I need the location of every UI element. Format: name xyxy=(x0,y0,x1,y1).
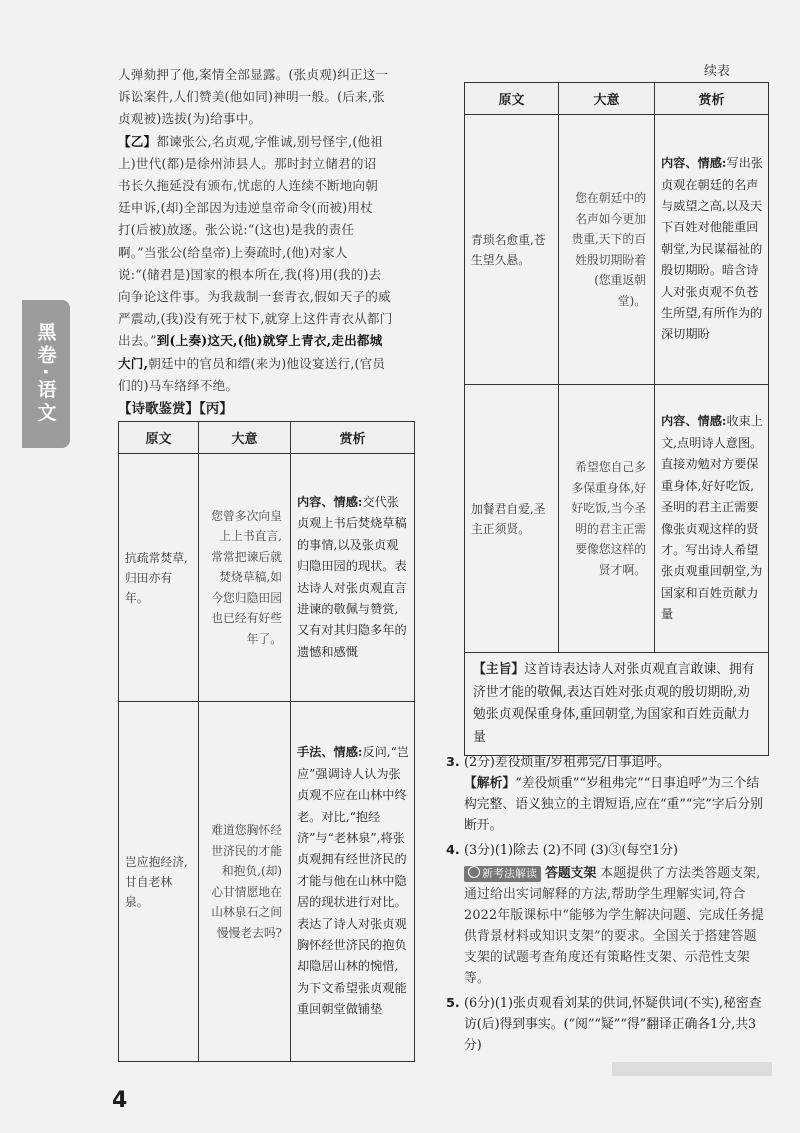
method-label: 答题支架 xyxy=(545,866,597,881)
answer-explanation xyxy=(464,863,768,989)
yi-bold-text: 到(上奏)这天,(他)就穿上青衣,走出都城 xyxy=(156,333,383,349)
header-meaning: 大意 xyxy=(559,83,655,115)
cell-analysis xyxy=(291,702,415,1062)
answer-text: (6分)(1)张贞观看刘某的供词,怀疑供词(不实),秘密查访(后)得到事实。(“阅”“疑”“得”翻译正确各1分,共3分) xyxy=(464,996,762,1053)
answer-text: (3分)(1)除去 (2)不同 (3)③(每空1分) xyxy=(464,843,678,858)
passage-line: 廷申诉,(却)全部因为违逆皇帝命令(而被)用杖 xyxy=(118,200,373,216)
cell-meaning: 您曾多次向皇上上书直言,常常把谏后就焚烧草稿,如今您归隐田园也已经有好些年了。 xyxy=(199,454,291,702)
analysis-text: 写出张贞观在朝廷的名声与威望之高,以及天下百姓对他能重回朝堂,为民谋福祉的殷切期盼。暗含诗人对张贞观不负苍生所望,有所作为的深切期盼 xyxy=(661,156,763,342)
header-original: 原文 xyxy=(465,83,559,115)
passage-line: 诉讼案件,人们赞美(他如同)神明一般。(后来,张 xyxy=(118,89,385,105)
badge-label: 新考法解读 xyxy=(482,867,537,880)
answer-text: (2分)差役烦重/岁租弗完/日事追呼。 xyxy=(464,755,670,770)
yi-label: 【乙】 xyxy=(118,133,157,149)
passage-line: 啊。”当张公(给皇帝)上奏疏时,(他)对家人 xyxy=(118,244,348,260)
passage-line xyxy=(118,330,418,352)
answer-item-3 xyxy=(446,752,768,836)
analysis-text: 交代张贞观上书后焚烧草稿的事情,以及张贞观归隐田园的现状。表达诗人对张贞观直言进谏的敬佩与赞赏,又有对其归隐多年的遗憾和感慨 xyxy=(297,494,407,659)
cell-analysis xyxy=(291,454,415,702)
analysis-text: 反问,“岂应”强调诗人认为张贞观不应在山林中终老。对比,“抱经济”与“老林泉”,将张贞观拥有经世济民的才能与他在山林中隐居的现状进行对比。表达了诗人对张贞观胸怀经世济民的抱负却隐居山林的惋惜,为下文希望张贞观能重回朝堂做铺垫 xyxy=(297,745,410,1017)
yi-line: 都谏张公,名贞观,字惟诚,别号怪宇,(他祖 xyxy=(156,133,384,149)
header-analysis: 赏析 xyxy=(655,83,769,115)
header-analysis: 赏析 xyxy=(291,422,415,454)
cell-original: 加餐君自爱,圣主正须贤。 xyxy=(465,385,559,653)
explanation-label: 【解析】 xyxy=(464,776,516,791)
cell-analysis xyxy=(655,115,769,385)
summary-cell xyxy=(465,653,769,756)
answer-explanation xyxy=(464,773,768,836)
left-column xyxy=(118,64,418,420)
table-row xyxy=(119,702,415,1062)
passage-line xyxy=(118,353,418,375)
table-summary-row xyxy=(465,653,769,756)
badge-icon xyxy=(468,866,480,878)
analysis-lead: 内容、情感: xyxy=(661,156,727,171)
passage-line xyxy=(118,131,418,153)
table-row xyxy=(465,115,769,385)
subject-side-tab: 黑卷·语文 xyxy=(22,300,70,448)
analysis-lead: 内容、情感: xyxy=(661,414,727,429)
explanation-text: “差役烦重”“岁租弗完”“日事追呼”为三个结构完整、语义独立的主谓短语,应在“重”“完”字后分别断开。 xyxy=(464,776,763,833)
yi-line: 出去。” xyxy=(118,333,157,349)
summary-text: 这首诗表达诗人对张贞观直言敢谏、拥有济世才能的敬佩,表达百姓对张贞观的殷切期盼,劝勉张贞观保重身体,重回朝堂,为国家和百姓贡献力量 xyxy=(473,662,755,745)
translation-passage xyxy=(118,64,418,397)
new-method-badge xyxy=(464,866,541,882)
answer-section xyxy=(446,752,768,1056)
method-explanation: 本题提供了方法类答题支架,通过给出实词解释的方法,帮助学生理解实词,符合2022年版课标中“能够为学生解决问题、完成任务提供背景材料或知识支架”的要求。全国关于搭建答题支架的试题考查角度还有策略性支架、示范性支架等。 xyxy=(464,866,765,986)
analysis-lead: 内容、情感: xyxy=(297,494,363,509)
passage-line: 说:“(储君是)国家的根本所在,我(将)用(我的)去 xyxy=(118,266,382,282)
cell-original: 青琐名愈重,苍生望久悬。 xyxy=(465,115,559,385)
cell-meaning: 您在朝廷中的名声如今更加贵重,天下的百姓殷切期盼着(您重返朝堂)。 xyxy=(559,115,655,385)
cell-meaning: 难道您胸怀经世济民的才能和抱负,(却)心甘情愿地在山林泉石之间慢慢老去吗? xyxy=(199,702,291,1062)
answer-number: 3. xyxy=(446,755,460,770)
faded-scan-mark xyxy=(612,1062,772,1076)
continued-table-label: 续表 xyxy=(704,64,731,79)
answer-item-4 xyxy=(446,840,768,989)
analysis-lead: 手法、情感: xyxy=(297,745,363,760)
passage-line: 严震动,(我)没有死于杖下,就穿上这件青衣从都门 xyxy=(118,311,393,327)
header-meaning: 大意 xyxy=(199,422,291,454)
cell-analysis xyxy=(655,385,769,653)
table-header-row xyxy=(465,83,769,115)
yi-bold-text: 大门, xyxy=(118,355,149,371)
passage-line: 书长久拖延没有颁布,忧虑的人连续不断地向朝 xyxy=(118,178,379,194)
answer-number: 5. xyxy=(446,996,460,1011)
summary-label: 【主旨】 xyxy=(473,662,525,677)
answer-item-5 xyxy=(446,993,768,1056)
poem-section-heading: 【诗歌鉴赏】【丙】 xyxy=(118,401,233,418)
poem-analysis-table-left xyxy=(118,421,415,1062)
passage-line: 打(后被)放逐。张公说:“(这也)是我的责任 xyxy=(118,222,355,238)
table-row xyxy=(119,454,415,702)
poem-analysis-table-right xyxy=(464,82,769,756)
header-original: 原文 xyxy=(119,422,199,454)
cell-meaning: 希望您自己多多保重身体,好好吃饭,当今圣明的君主正需要像您这样的贤才啊。 xyxy=(559,385,655,653)
passage-line: 上)世代(都)是徐州沛县人。那时封立储君的诏 xyxy=(118,155,377,171)
yi-line: 朝廷中的官员和缙(来为)他设宴送行,(官员 xyxy=(148,355,386,371)
table-row xyxy=(465,385,769,653)
passage-line: 人弹劾押了他,案情全部显露。(张贞观)纠正这一 xyxy=(118,67,389,82)
analysis-text: 收束上文,点明诗人意图。直接劝勉对方要保重身体,好好吃饭,圣明的君主正需要像张贞观这样的贤才。写出诗人希望张贞观重回朝堂,为国家和百姓贡献力量 xyxy=(661,414,763,622)
passage-line: 贞观被)选拔(为)给事中。 xyxy=(118,111,262,127)
passage-line: 们的)马车络绎不绝。 xyxy=(118,377,239,393)
passage-line: 向争论这件事。为我裁制一套青衣,假如天子的威 xyxy=(118,289,391,305)
page-number: 4 xyxy=(112,1088,128,1113)
answer-number: 4. xyxy=(446,843,460,858)
cell-original: 岂应抱经济,甘自老林泉。 xyxy=(119,702,199,1062)
table-header-row xyxy=(119,422,415,454)
cell-original: 抗疏常焚草,归田亦有年。 xyxy=(119,454,199,702)
